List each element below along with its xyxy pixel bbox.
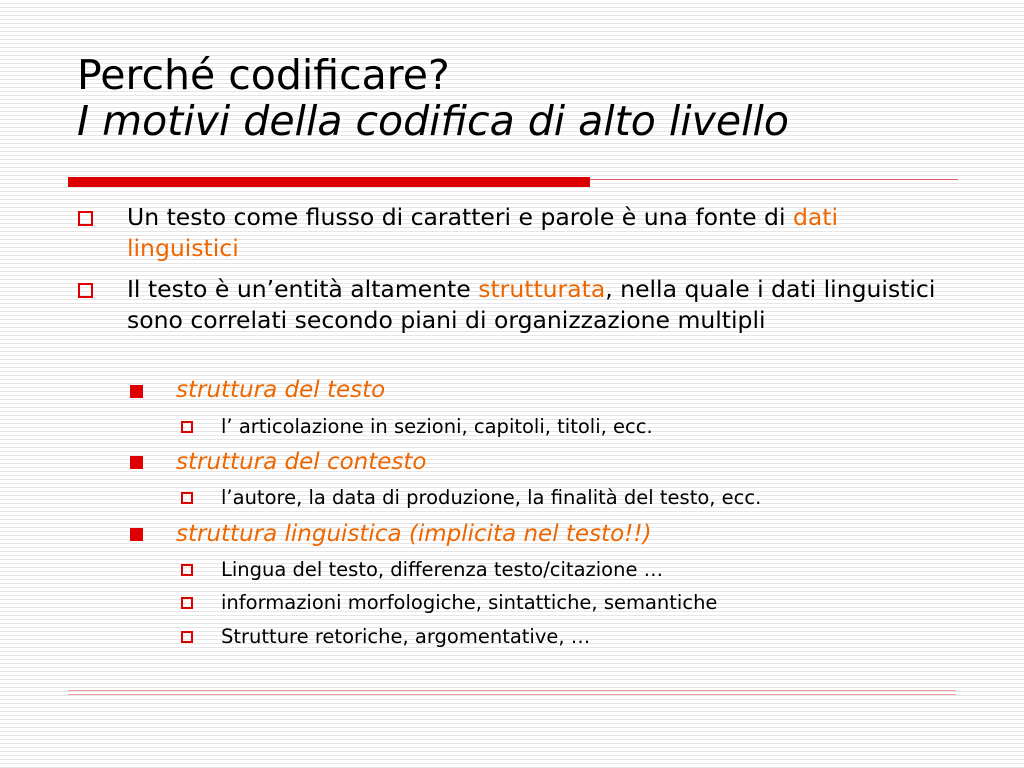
bullet-1-text: Un testo come flusso di caratteri e parole è una fonte di — [127, 203, 793, 231]
title-subtitle: I motivi della codifica di alto livello — [77, 97, 790, 145]
hollow-square-bullet-icon — [78, 283, 93, 298]
title-underline-rule — [590, 179, 958, 180]
title-underline-bar — [68, 177, 590, 187]
sub-bullet-3: struttura linguistica (implicita nel testo!!) — [176, 521, 652, 547]
hollow-square-bullet-icon — [181, 564, 193, 576]
bullet-2-text: Il testo è un’entità altamente — [127, 275, 479, 303]
hollow-square-bullet-icon — [181, 597, 193, 609]
solid-square-bullet-icon — [130, 528, 143, 541]
footer-rule-bottom — [68, 694, 956, 695]
detail-3c: Strutture retoriche, argomentative, … — [221, 625, 591, 648]
solid-square-bullet-icon — [130, 456, 143, 469]
hollow-square-bullet-icon — [181, 631, 193, 643]
sub-bullet-2: struttura del contesto — [176, 449, 427, 475]
sub-bullet-1: struttura del testo — [176, 377, 386, 403]
bullet-text-2 — [127, 274, 947, 336]
hollow-square-bullet-icon — [181, 421, 193, 433]
footer-rule-top — [68, 690, 956, 691]
detail-1: l’ articolazione in sezioni, capitoli, titoli, ecc. — [221, 415, 653, 438]
solid-square-bullet-icon — [130, 385, 143, 398]
title-main: Perché codificare? — [77, 51, 450, 99]
bullet-2-highlight: strutturata — [478, 275, 606, 303]
detail-3a: Lingua del testo, differenza testo/citazione … — [221, 558, 664, 581]
bullet-1-highlight: dati linguistici — [127, 203, 839, 262]
detail-3b: informazioni morfologiche, sintattiche, semantiche — [221, 591, 718, 614]
hollow-square-bullet-icon — [181, 492, 193, 504]
slide-title — [77, 52, 789, 144]
detail-2: l’autore, la data di produzione, la finalità del testo, ecc. — [221, 486, 762, 509]
bullet-2-text-after: , nella quale i dati linguistici sono correlati secondo piani di organizzazione multipli — [127, 275, 936, 334]
hollow-square-bullet-icon — [78, 211, 93, 226]
bullet-text-1 — [127, 202, 947, 264]
